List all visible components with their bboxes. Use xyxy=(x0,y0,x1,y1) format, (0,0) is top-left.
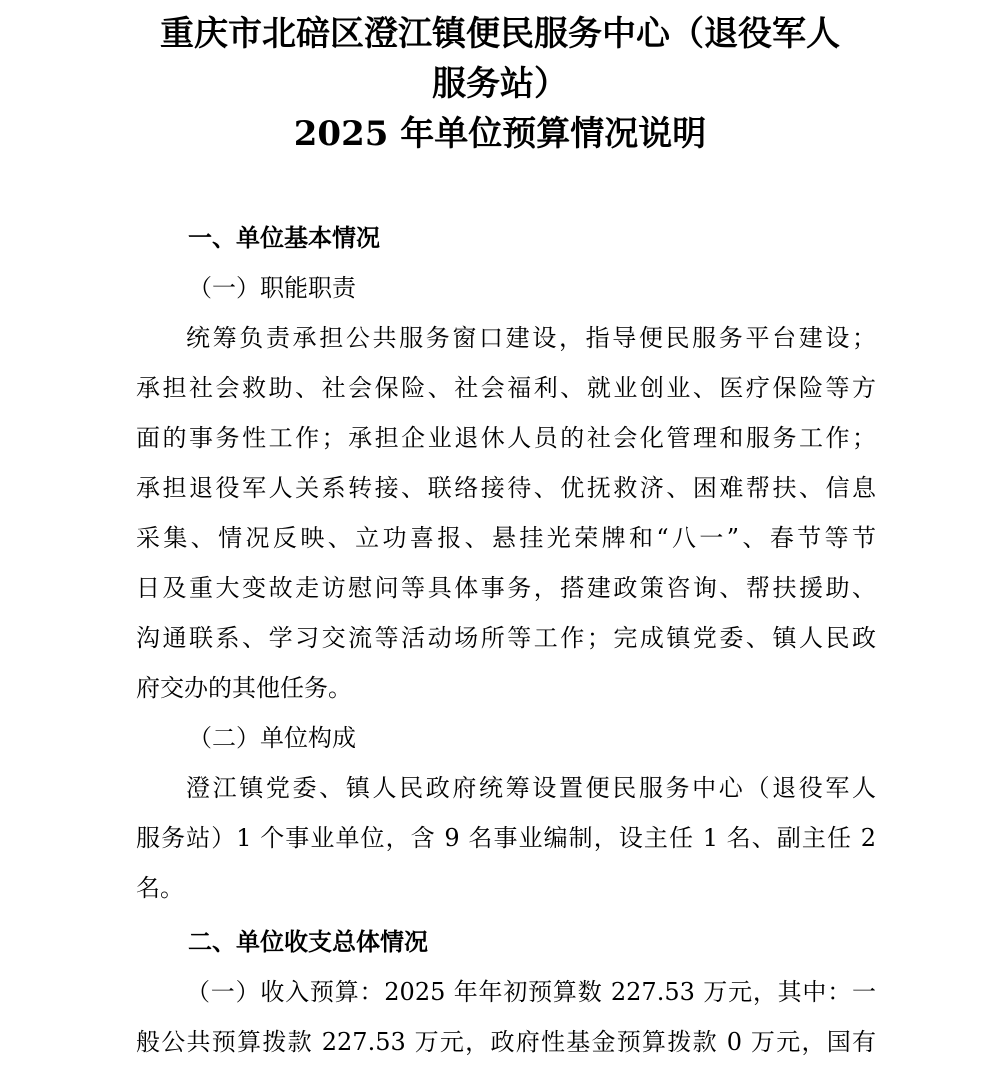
document-title-line-1: 重庆市北碚区澄江镇便民服务中心（退役军人 xyxy=(160,14,840,54)
paragraph-line: 面的事务性工作；承担企业退休人员的社会化管理和服务工作； xyxy=(136,424,876,452)
paragraph-line: 服务站）1 个事业单位，含 9 名事业编制，设主任 1 名、副主任 2 xyxy=(136,824,876,852)
paragraph-line: 采集、情况反映、立功喜报、悬挂光荣牌和“八一”、春节等节 xyxy=(136,524,876,552)
paragraph-line: 府交办的其他任务。 xyxy=(136,674,352,702)
document-title-line-3: 2025 年单位预算情况说明 xyxy=(293,114,707,154)
paragraph-line: 承担社会救助、社会保险、社会福利、就业创业、医疗保险等方 xyxy=(136,374,876,402)
paragraph-line: 日及重大变故走访慰问等具体事务，搭建政策咨询、帮扶援助、 xyxy=(136,574,876,602)
section-2-heading: 二、单位收支总体情况 xyxy=(188,927,428,956)
section-1-heading: 一、单位基本情况 xyxy=(188,223,380,252)
section-1-sub-heading-2: （二）单位构成 xyxy=(188,724,356,752)
paragraph-line: 般公共预算拨款 227.53 万元，政府性基金预算拨款 0 万元，国有 xyxy=(136,1028,876,1056)
paragraph-line: 澄江镇党委、镇人民政府统筹设置便民服务中心（退役军人 xyxy=(186,774,876,802)
paragraph-line: 名。 xyxy=(136,874,184,902)
section-1-sub-heading-1: （一）职能职责 xyxy=(188,274,356,302)
paragraph-line: （一）收入预算：2025 年年初预算数 227.53 万元，其中：一 xyxy=(186,978,876,1006)
paragraph-line: 统筹负责承担公共服务窗口建设，指导便民服务平台建设； xyxy=(186,324,876,352)
paragraph-line: 承担退役军人关系转接、联络接待、优抚救济、困难帮扶、信息 xyxy=(136,474,876,502)
document-title-line-2: 服务站） xyxy=(432,64,568,104)
paragraph-line: 沟通联系、学习交流等活动场所等工作；完成镇党委、镇人民政 xyxy=(136,624,876,652)
